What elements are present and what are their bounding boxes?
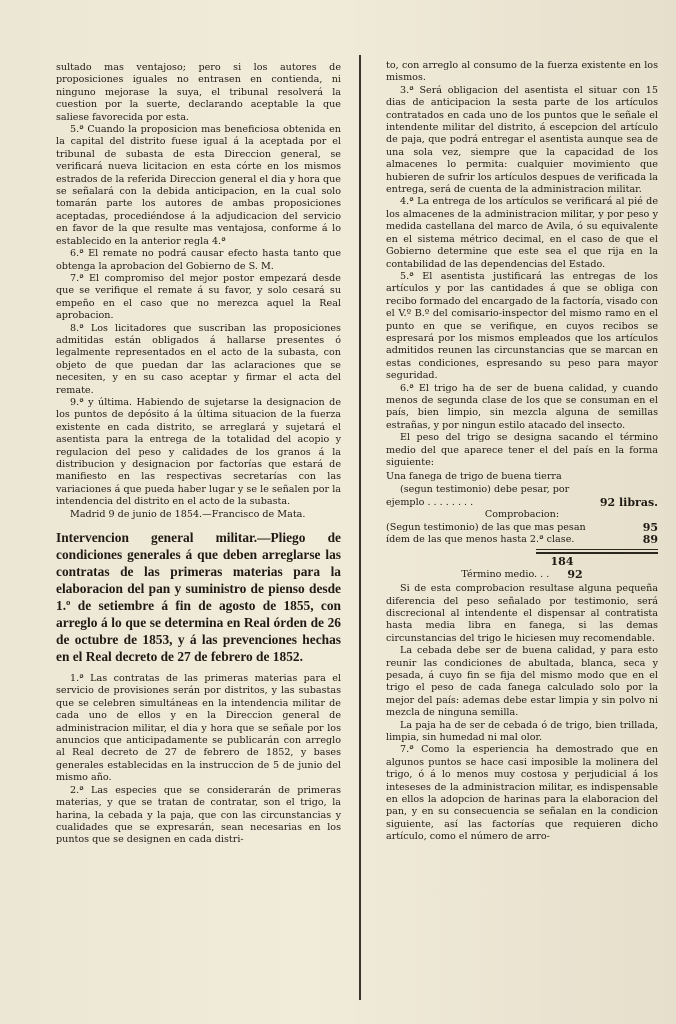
calc-mean-row (386, 569, 658, 582)
paragraph: Si de esta comprobacion resultase alguna pequeña diferencia del peso señalado por testimonio, será discrecional al intendente el dispensar al contratista hasta media libra en fanega, si las demas circunstancias del trigo le hiciesen muy recomendable. (386, 583, 658, 644)
calc-line: (segun testimonio) debe pesar, por (400, 484, 570, 495)
calc-heading: Comprobacion: (484, 509, 560, 521)
calc-row (386, 497, 658, 510)
paragraph: 1.ª Las contratas de las primeras materias para el servicio de provisiones serán por distritos, y las subastas que se celebren simultáneas en la intendencia militar de cada uno de ellos y en la Direccion general de administracion militar, el dia y hora que se señale por los anuncios que anticipadamente se publicarán con arreglo al Real decreto de 27 de febrero de 1852, y bases generales establecidas en la instruccion de 5 de junio del mismo año. (56, 673, 341, 784)
calc-line: Una fanega de trigo de buena tierra (386, 471, 562, 483)
paragraph: 2.ª Las especies que se considerarán de primeras materias, y que se tratan de contratar, son el trigo, la harina, la cebada y la paja, que con las circunstancias y cualidades que se expresarán, sean necesarias en los puntos que se designen en cada distri- (56, 784, 341, 846)
calc-line: ejemplo . . . . . . . . (386, 496, 474, 508)
calc-mean-value: 92 (567, 567, 583, 581)
calc-sum: 184 (550, 554, 574, 568)
calc-row (386, 534, 658, 547)
paragraph: 8.ª Los licitadores que suscriban las proposiciones admitidas están obligados á hallarse presentes ó legalmente representados en el acto de la subasta, con objeto de que puedan dar las aclaraciones que se necesiten, y en su caso aceptar y firmar el acta del remate. (56, 322, 341, 396)
column-divider (359, 55, 361, 1000)
paragraph: 6.ª El trigo ha de ser de buena calidad, y cuando menos de segunda clase de los que se consuman en el país, bien limpio, sin mezcla alguna de semillas estrañas, y por ningun estilo atacado del insecto. (386, 382, 658, 431)
calc-line: ídem de las que menos hasta 2.ª clase. (386, 534, 575, 546)
paragraph: sultado mas ventajoso; pero si los autores de proposiciones iguales no entrasen en contienda, ni ninguno mejorase la suya, el tribunal resolverá la cuestion por la suerte, declarando aceptable la que saliese favorecida por esta. (56, 62, 341, 123)
calc-value: 89 (642, 533, 658, 547)
left-column (56, 62, 341, 847)
right-column (386, 60, 658, 844)
weight-calculation (386, 471, 658, 581)
calc-value: 95 (642, 520, 658, 534)
calc-line: (Segun testimonio) de las que mas pesan (386, 521, 586, 533)
paragraph: 7.ª El compromiso del mejor postor empezará desde que se verifique el remate á su favor, y solo cesará su empeño en el caso que no merezca aquel la Real aprobacion. (56, 272, 341, 322)
paragraph: 6.ª El remate no podrá causar efecto hasta tanto que obtenga la aprobacion del Gobierno de S. M. (56, 248, 341, 272)
calc-value: 92 libras. (599, 495, 658, 509)
paragraph: 5.ª Cuando la proposicion mas beneficiosa obtenida en la capital del distrito fuese igual á la aceptada por el tribunal de subasta de esta Direccion general, se verificará nueva licitacion en esta córte en los mismos estrados de la referida Direccion general el dia y hora que se señalará con la debida anticipacion, en la cual solo tomarán parte los autores de ambas proposiciones aceptadas, procediéndose á la adjudicacion del servicio en favor de la que resulte mas ventajosa, conforme á lo establecido en la anterior regla 4.ª (56, 124, 341, 247)
sum-rule (536, 549, 658, 554)
paragraph: 9.ª y última. Habiendo de sujetarse la designacion de los puntos de depósito á la última situacion de la fuerza existente en cada distrito, se arreglará y sujetará el asentista para la entrega de la totalidad del acopio y regulacion del peso y calidades de los granos á la distribucion y designacion por factorías que estará de manifiesto en las respectivas secretarías con las variaciones á que pueda haber lugar y se le señalen por la intendencia del distrito en el acto de la subasta. (56, 396, 341, 508)
calc-row (386, 522, 658, 535)
paragraph: La paja ha de ser de cebada ó de trigo, bien trillada, limpia, sin humedad ni mal olor. (386, 719, 658, 744)
signature: Madrid 9 de junio de 1854.—Francisco de Mata. (70, 508, 306, 520)
paragraph: 7.ª Como la esperiencia ha demostrado que en algunos puntos se hace casi imposible la molinera del trigo, ó á lo menos muy costosa y perjudicial á los inteseses de la administracion militar, es indispensable en ellos la adopcion de harinas para la elaboracion del pan, y en su consecuencia se señalan en la condicion siguiente, así las factorías que requieren dicho artículo, como el número de arro- (386, 744, 658, 843)
paragraph: La cebada debe ser de buena calidad, y para esto reunir las condiciones de abultada, blanca, seca y pesada, á cuyo fin se fija del mismo modo que en el trigo el peso de cada fanega calculado solo por la mejor del país: ademas debe estar limpia y sin polvo ni mezcla de ninguna semilla. (386, 645, 658, 719)
paragraph: El peso del trigo se designa sacando el término medio del que aparece tener el del país en la forma siguiente: (386, 432, 658, 468)
paragraph: 5.ª El asentista justificará las entregas de los artículos y por las cantidades á que se obliga con recibo formado del encargado de la factoría, visado con el V.º B.º del comisario-inspector del mismo ramo en el punto en que se verifique, en cuyos recibos se espresará por los mismos empleados que los artículos admitidos reunen las circunstancias que se marcan en estas condiciones, espresando su peso para mayor seguridad. (386, 270, 658, 382)
paragraph: to, con arreglo al consumo de la fuerza existente en los mismos. (386, 60, 658, 84)
paragraph: 3.ª Será obligacion del asentista el situar con 15 dias de anticipacion la sesta parte de los artículos contratados en cada uno de los puntos que le señale el intendente militar del distrito, á escepcion del artículo de paja, que podrá entregar el asentista aunque sea de una sola vez, siempre que la capacidad de los almacenes lo permita: cualquier movimiento que hubieren de sufrir los artículos despues de verificada la entrega, será de cuenta de la administracion militar. (386, 84, 658, 196)
calc-mean-label: Término medio. . . (461, 568, 550, 580)
paragraph: 4.ª La entrega de los artículos se verificará al pié de los almacenes de la administracion militar, y por peso y medida castellana del marco de Avila, ó su equivalente en el sistema métrico decimal, en el caso de que el Gobierno determine que este sea el que rija en la contabilidad de las dependencias del Estado. (386, 196, 658, 270)
section-heading: Intervencion general militar.—Pliego de condiciones generales á que deben arreglarse las contratas de las primeras materias para la elaboracion del pan y suministro de pienso desde 1.º de setiembre á fin de agosto de 1855, con arreglo á lo que se determina en Real órden de 26 de octubre de 1853, y á las prevenciones hechas en el Real decreto de 27 de febrero de 1852. (56, 530, 341, 665)
